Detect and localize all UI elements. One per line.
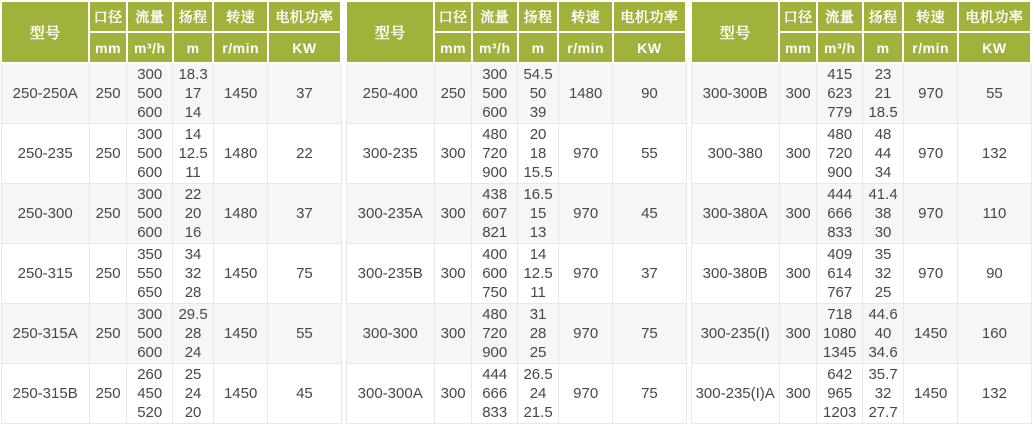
power-cell: 110: [958, 184, 1031, 244]
head-value: 30: [874, 224, 892, 241]
diameter-cell: 300: [779, 244, 816, 304]
head-value: 39: [529, 104, 547, 121]
header-motor-power: 电机功率: [613, 1, 686, 32]
flow-value: 1203: [823, 404, 857, 421]
table-body: [346, 63, 686, 424]
speed-cell: 1450: [213, 244, 267, 304]
speed-cell: 970: [558, 124, 612, 184]
head-value: 12.5: [178, 145, 208, 162]
flow-value: 600: [482, 265, 508, 282]
flow-cell: [817, 364, 863, 424]
flow-value: 480: [827, 126, 853, 143]
flow-cell: [472, 63, 518, 124]
flow-value: 718: [827, 306, 853, 323]
flow-value: 300: [137, 66, 163, 83]
model-cell: 250-250A: [1, 63, 89, 124]
diameter-cell: 250: [434, 63, 471, 124]
head-value: 21.5: [523, 404, 553, 421]
speed-cell: 970: [903, 184, 957, 244]
flow-cell: [817, 184, 863, 244]
power-cell: 75: [613, 364, 686, 424]
head-value: 16.5: [523, 186, 553, 203]
diameter-cell: 250: [89, 124, 126, 184]
model-cell: 250-315: [1, 244, 89, 304]
model-cell: 300-235A: [346, 184, 434, 244]
head-cell: [173, 63, 214, 124]
diameter-cell: 300: [434, 364, 471, 424]
head-value: 25: [529, 344, 547, 361]
flow-value: 900: [482, 344, 508, 361]
head-value: 50: [529, 85, 547, 102]
flow-value: 900: [482, 164, 508, 181]
flow-value: 300: [482, 66, 508, 83]
head-value: 22: [184, 186, 202, 203]
header-speed-unit: r/min: [213, 32, 267, 63]
table-header: [691, 1, 1031, 63]
head-value: 34: [874, 164, 892, 181]
flow-value: 720: [482, 325, 508, 342]
flow-value: 300: [137, 126, 163, 143]
table-row: [691, 244, 1031, 304]
flow-value: 666: [827, 205, 853, 222]
head-cell: [173, 364, 214, 424]
header-speed-unit: r/min: [903, 32, 957, 63]
pump-spec-table: [345, 0, 687, 424]
table-row: [691, 124, 1031, 184]
flow-value: 666: [482, 385, 508, 402]
model-cell: 300-235B: [346, 244, 434, 304]
power-cell: 90: [613, 63, 686, 124]
table-row: [346, 63, 686, 124]
flow-value: 1080: [823, 325, 857, 342]
header-flow: 流量: [472, 1, 518, 32]
table-row: [346, 304, 686, 364]
power-cell: 75: [613, 304, 686, 364]
head-value: 18.3: [178, 66, 208, 83]
flow-value: 600: [137, 344, 163, 361]
head-cell: [518, 304, 559, 364]
speed-cell: 970: [558, 244, 612, 304]
head-cell: [518, 244, 559, 304]
head-cell: [863, 124, 904, 184]
table-row: [1, 364, 341, 424]
diameter-cell: 300: [779, 184, 816, 244]
head-value: 18: [529, 145, 547, 162]
diameter-cell: 300: [434, 304, 471, 364]
flow-value: 260: [137, 366, 163, 383]
flow-value: 600: [137, 164, 163, 181]
head-value: 15: [529, 205, 547, 222]
head-value: 18.5: [868, 104, 898, 121]
model-cell: 300-300A: [346, 364, 434, 424]
head-value: 24: [184, 385, 202, 402]
flow-cell: [817, 244, 863, 304]
head-value: 20: [184, 205, 202, 222]
flow-value: 642: [827, 366, 853, 383]
flow-value: 550: [137, 265, 163, 282]
table-row: [1, 244, 341, 304]
flow-cell: [472, 124, 518, 184]
power-cell: 160: [958, 304, 1031, 364]
flow-value: 438: [482, 186, 508, 203]
speed-cell: 1450: [213, 364, 267, 424]
head-value: 25: [184, 366, 202, 383]
model-cell: 300-380: [691, 124, 779, 184]
flow-value: 400: [482, 246, 508, 263]
head-value: 35: [874, 246, 892, 263]
head-value: 15.5: [523, 164, 553, 181]
head-cell: [173, 124, 214, 184]
header-speed-unit: r/min: [558, 32, 612, 63]
speed-cell: 1450: [903, 304, 957, 364]
head-cell: [518, 364, 559, 424]
flow-value: 500: [137, 145, 163, 162]
header-diameter-unit: mm: [779, 32, 816, 63]
header-head: 扬程: [863, 1, 904, 32]
head-cell: [863, 63, 904, 124]
table-body: [1, 63, 341, 424]
flow-value: 720: [827, 145, 853, 162]
head-value: 32: [874, 265, 892, 282]
header-motor-power: 电机功率: [268, 1, 341, 32]
head-value: 27.7: [868, 404, 898, 421]
table-row: [346, 364, 686, 424]
flow-value: 480: [482, 306, 508, 323]
power-cell: 132: [958, 124, 1031, 184]
head-cell: [173, 304, 214, 364]
head-value: 40: [874, 325, 892, 342]
head-value: 11: [530, 284, 546, 301]
header-diameter: 口径: [779, 1, 816, 32]
diameter-cell: 300: [434, 244, 471, 304]
speed-cell: 1480: [213, 124, 267, 184]
flow-cell: [472, 184, 518, 244]
flow-value: 607: [482, 205, 508, 222]
flow-value: 500: [137, 205, 163, 222]
flow-value: 623: [827, 85, 853, 102]
flow-value: 779: [827, 104, 853, 121]
model-cell: 300-235(I): [691, 304, 779, 364]
power-cell: 55: [613, 124, 686, 184]
speed-cell: 970: [558, 184, 612, 244]
diameter-cell: 250: [89, 244, 126, 304]
flow-value: 600: [482, 104, 508, 121]
head-value: 24: [529, 385, 547, 402]
table-row: [1, 304, 341, 364]
head-cell: [173, 184, 214, 244]
head-value: 34.6: [868, 344, 898, 361]
flow-value: 500: [137, 85, 163, 102]
header-motor-power: 电机功率: [958, 1, 1031, 32]
head-cell: [518, 124, 559, 184]
head-value: 32: [874, 385, 892, 402]
header-motor-power-unit: KW: [958, 32, 1031, 63]
head-value: 54.5: [523, 66, 553, 83]
power-cell: 45: [613, 184, 686, 244]
header-model: 型号: [1, 1, 89, 63]
flow-cell: [472, 244, 518, 304]
head-cell: [173, 244, 214, 304]
flow-value: 900: [827, 164, 853, 181]
model-cell: 300-300: [346, 304, 434, 364]
head-value: 14: [184, 126, 202, 143]
header-flow: 流量: [817, 1, 863, 32]
flow-cell: [127, 244, 173, 304]
power-cell: 55: [268, 304, 341, 364]
head-value: 29.5: [178, 306, 208, 323]
flow-value: 480: [482, 126, 508, 143]
header-model: 型号: [691, 1, 779, 63]
head-value: 26.5: [523, 366, 553, 383]
diameter-cell: 300: [434, 124, 471, 184]
table-row: [1, 184, 341, 244]
flow-value: 600: [137, 104, 163, 121]
head-cell: [863, 184, 904, 244]
head-value: 11: [185, 164, 201, 181]
pump-spec-table: [690, 0, 1032, 424]
header-diameter-unit: mm: [434, 32, 471, 63]
table-row: [691, 63, 1031, 124]
flow-value: 415: [827, 66, 853, 83]
head-value: 32: [184, 265, 202, 282]
head-value: 28: [184, 284, 202, 301]
head-value: 14: [184, 104, 202, 121]
head-value: 20: [184, 404, 202, 421]
flow-cell: [817, 304, 863, 364]
header-speed: 转速: [903, 1, 957, 32]
flow-cell: [127, 304, 173, 364]
diameter-cell: 300: [779, 124, 816, 184]
flow-value: 500: [482, 85, 508, 102]
flow-cell: [127, 124, 173, 184]
power-cell: 37: [613, 244, 686, 304]
speed-cell: 1450: [213, 63, 267, 124]
head-value: 28: [184, 325, 202, 342]
head-value: 35.7: [868, 366, 898, 383]
flow-value: 614: [827, 265, 853, 282]
table-row: [1, 63, 341, 124]
head-value: 17: [184, 85, 202, 102]
power-cell: 90: [958, 244, 1031, 304]
head-value: 38: [874, 205, 892, 222]
flow-value: 821: [482, 224, 508, 241]
flow-cell: [127, 184, 173, 244]
header-flow: 流量: [127, 1, 173, 32]
head-value: 14: [529, 246, 547, 263]
flow-value: 833: [482, 404, 508, 421]
diameter-cell: 250: [89, 184, 126, 244]
head-value: 21: [874, 85, 892, 102]
table-header: [346, 1, 686, 63]
table-row: [1, 124, 341, 184]
model-cell: 250-315A: [1, 304, 89, 364]
flow-value: 1345: [823, 344, 857, 361]
flow-value: 520: [137, 404, 163, 421]
header-motor-power-unit: KW: [613, 32, 686, 63]
head-value: 34: [184, 246, 202, 263]
model-cell: 300-380A: [691, 184, 779, 244]
speed-cell: 970: [903, 244, 957, 304]
flow-value: 650: [137, 284, 163, 301]
pump-spec-table: [0, 0, 342, 424]
head-value: 44.6: [868, 306, 898, 323]
flow-cell: [472, 304, 518, 364]
header-flow-unit: m³/h: [817, 32, 863, 63]
model-cell: 300-235: [346, 124, 434, 184]
model-cell: 250-300: [1, 184, 89, 244]
head-cell: [863, 364, 904, 424]
flow-value: 600: [137, 224, 163, 241]
diameter-cell: 300: [779, 364, 816, 424]
diameter-cell: 300: [779, 304, 816, 364]
power-cell: 55: [958, 63, 1031, 124]
head-value: 23: [874, 66, 892, 83]
diameter-cell: 300: [434, 184, 471, 244]
head-value: 28: [529, 325, 547, 342]
header-diameter-unit: mm: [89, 32, 126, 63]
header-diameter: 口径: [434, 1, 471, 32]
head-value: 31: [529, 306, 547, 323]
speed-cell: 1480: [213, 184, 267, 244]
model-cell: 300-235(I)A: [691, 364, 779, 424]
table-row: [346, 184, 686, 244]
power-cell: 132: [958, 364, 1031, 424]
head-value: 44: [874, 145, 892, 162]
flow-value: 444: [482, 366, 508, 383]
head-value: 13: [529, 224, 547, 241]
speed-cell: 1450: [213, 304, 267, 364]
header-diameter: 口径: [89, 1, 126, 32]
power-cell: 22: [268, 124, 341, 184]
flow-value: 300: [137, 186, 163, 203]
model-cell: 250-400: [346, 63, 434, 124]
header-motor-power-unit: KW: [268, 32, 341, 63]
head-value: 16: [184, 224, 202, 241]
flow-cell: [817, 124, 863, 184]
table-row: [346, 244, 686, 304]
power-cell: 37: [268, 63, 341, 124]
diameter-cell: 300: [779, 63, 816, 124]
head-cell: [863, 244, 904, 304]
flow-cell: [127, 364, 173, 424]
head-cell: [518, 63, 559, 124]
table-row: [346, 124, 686, 184]
diameter-cell: 250: [89, 304, 126, 364]
head-value: 48: [874, 126, 892, 143]
flow-cell: [127, 63, 173, 124]
table-header: [1, 1, 341, 63]
model-cell: 250-235: [1, 124, 89, 184]
model-cell: 300-300B: [691, 63, 779, 124]
speed-cell: 1450: [903, 364, 957, 424]
flow-cell: [817, 63, 863, 124]
speed-cell: 970: [903, 124, 957, 184]
head-cell: [863, 304, 904, 364]
power-cell: 37: [268, 184, 341, 244]
flow-value: 750: [482, 284, 508, 301]
flow-value: 300: [137, 306, 163, 323]
header-speed: 转速: [558, 1, 612, 32]
model-cell: 250-315B: [1, 364, 89, 424]
flow-value: 500: [137, 325, 163, 342]
table-row: [691, 184, 1031, 244]
header-head: 扬程: [518, 1, 559, 32]
head-value: 41.4: [868, 186, 898, 203]
speed-cell: 970: [558, 364, 612, 424]
head-value: 12.5: [523, 265, 553, 282]
header-speed: 转速: [213, 1, 267, 32]
speed-cell: 970: [558, 304, 612, 364]
header-head-unit: m: [863, 32, 904, 63]
table-row: [691, 364, 1031, 424]
power-cell: 75: [268, 244, 341, 304]
flow-value: 350: [137, 246, 163, 263]
table-row: [691, 304, 1031, 364]
flow-value: 833: [827, 224, 853, 241]
head-value: 20: [529, 126, 547, 143]
diameter-cell: 250: [89, 364, 126, 424]
speed-cell: 970: [903, 63, 957, 124]
head-cell: [518, 184, 559, 244]
head-value: 24: [184, 344, 202, 361]
table-body: [691, 63, 1031, 424]
header-head: 扬程: [173, 1, 214, 32]
header-flow-unit: m³/h: [472, 32, 518, 63]
flow-value: 444: [827, 186, 853, 203]
flow-value: 720: [482, 145, 508, 162]
power-cell: 45: [268, 364, 341, 424]
flow-cell: [472, 364, 518, 424]
flow-value: 965: [827, 385, 853, 402]
speed-cell: 1480: [558, 63, 612, 124]
header-flow-unit: m³/h: [127, 32, 173, 63]
header-model: 型号: [346, 1, 434, 63]
model-cell: 300-380B: [691, 244, 779, 304]
flow-value: 767: [827, 284, 853, 301]
header-head-unit: m: [518, 32, 559, 63]
header-head-unit: m: [173, 32, 214, 63]
flow-value: 450: [137, 385, 163, 402]
flow-value: 409: [827, 246, 853, 263]
diameter-cell: 250: [89, 63, 126, 124]
head-value: 25: [874, 284, 892, 301]
